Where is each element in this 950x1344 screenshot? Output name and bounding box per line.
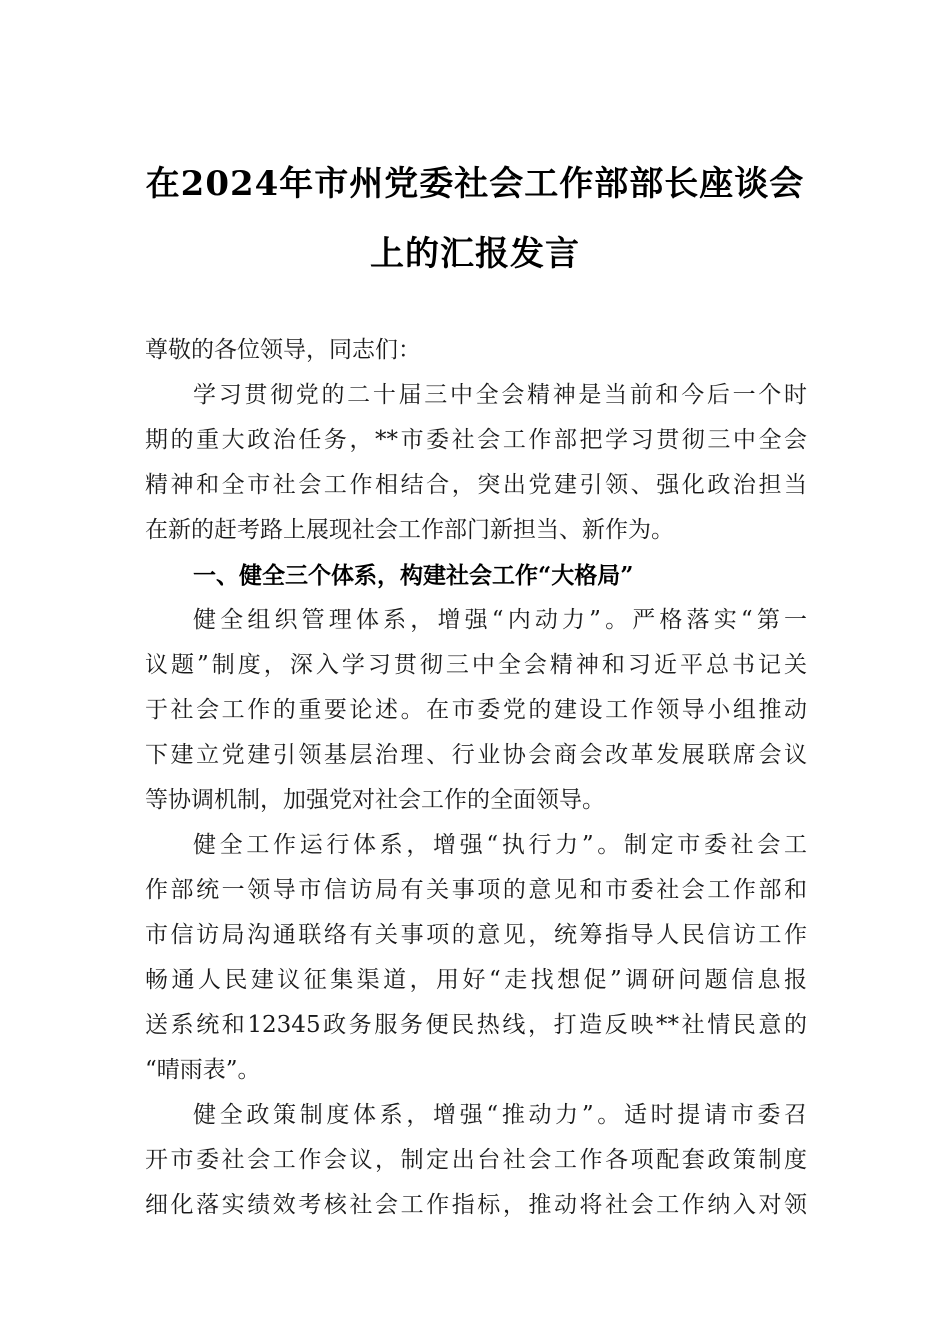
intro-line-2: 期的重大政治任务，**市委社会工作部把学习贯彻三中全会 [145,427,807,453]
para-3-line-3: 细化落实绩效考核社会工作指标，推动将社会工作纳入对领 [145,1192,807,1218]
intro-line-3: 精神和全市社会工作相结合，突出党建引领、强化政治担当 [145,472,807,498]
para-1-line-3: 于社会工作的重要论述。在市委党的建设工作领导小组推动 [145,697,807,723]
intro-line-4: 在新的赶考路上展现社会工作部门新担当、新作为。 [145,517,674,543]
para-1-line-2: 议题”制度，深入学习贯彻三中全会精神和习近平总书记关 [145,652,807,678]
para-3-line-1: 健全政策制度体系，增强“推动力”。适时提请市委召 [193,1102,807,1128]
document-title-line-2: 上的汇报发言 [370,234,580,274]
para-2-line-5: 送系统和12345政务服务便民热线，打造反映**社情民意的 [145,1012,807,1038]
para-2-line-3: 市信访局沟通联络有关事项的意见，统筹指导人民信访工作 [145,922,807,948]
document-title-line-1: 在2024年市州党委社会工作部部长座谈会 [145,164,805,204]
section-1-heading: 一、健全三个体系，构建社会工作“大格局” [193,562,634,589]
salutation: 尊敬的各位领导，同志们： [145,337,421,363]
para-1-line-5: 等协调机制，加强党对社会工作的全面领导。 [145,787,605,813]
para-2-line-4: 畅通人民建议征集渠道，用好“走找想促”调研问题信息报 [145,967,807,993]
intro-line-1: 学习贯彻党的二十届三中全会精神是当前和今后一个时 [193,382,807,408]
para-2-line-6: “晴雨表”。 [145,1057,261,1083]
para-1-line-1: 健全组织管理体系，增强“内动力”。严格落实“第一 [193,607,807,633]
para-2-line-1: 健全工作运行体系，增强“执行力”。制定市委社会工 [193,832,807,858]
para-2-line-2: 作部统一领导市信访局有关事项的意见和市委社会工作部和 [145,877,807,903]
para-3-line-2: 开市委社会工作会议，制定出台社会工作各项配套政策制度 [145,1147,807,1173]
document-body [145,328,807,1228]
para-1-line-4: 下建立党建引领基层治理、行业协会商会改革发展联席会议 [145,742,807,768]
